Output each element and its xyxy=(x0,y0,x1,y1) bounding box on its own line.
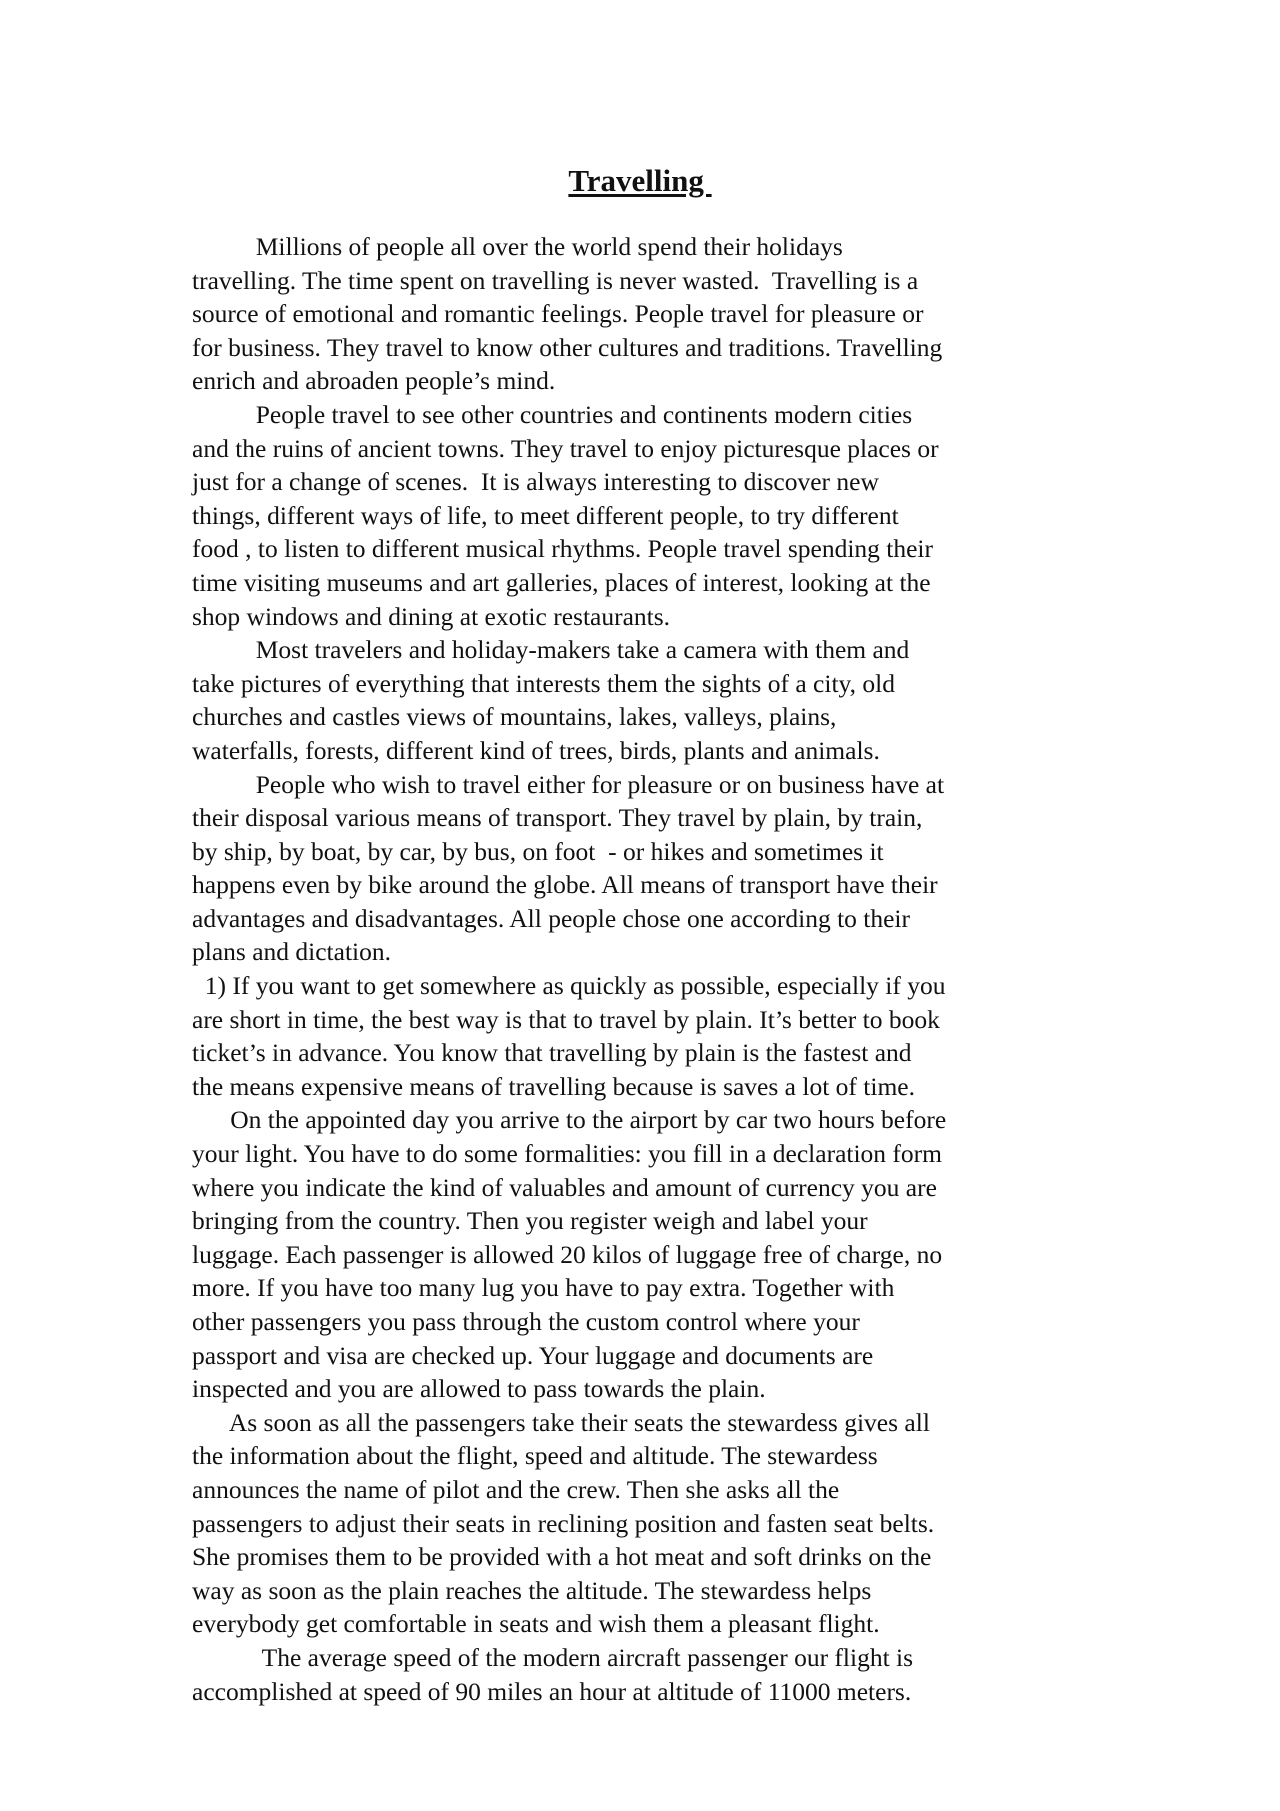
text-line: time visiting museums and art galleries, places of interest, looking at the xyxy=(192,567,931,597)
text-line: People travel to see other countries and continents modern cities xyxy=(192,399,913,429)
document-title: Travelling xyxy=(568,163,712,198)
text-line: 1) If you want to get somewhere as quickly as possible, especially if you xyxy=(192,971,946,1001)
text-line: bringing from the country. Then you register weigh and label your xyxy=(192,1206,868,1236)
text-line: your light. You have to do some formalities: you fill in a declaration form xyxy=(192,1139,942,1169)
text-line: ticket’s in advance. You know that travelling by plain is the fastest and xyxy=(192,1038,912,1068)
text-line: People who wish to travel either for pleasure or on business have at xyxy=(192,769,945,799)
text-line: travelling. The time spent on travelling is never wasted. Travelling is a xyxy=(192,265,919,295)
text-line: The average speed of the modern aircraft passenger our flight is xyxy=(192,1642,914,1672)
text-line: passengers to adjust their seats in reclining position and fasten seat belts. xyxy=(192,1508,935,1538)
text-line: churches and castles views of mountains, lakes, valleys, plains, xyxy=(192,702,837,732)
text-line: She promises them to be provided with a hot meat and soft drinks on the xyxy=(192,1542,932,1572)
text-line: enrich and abroaden people’s mind. xyxy=(192,366,556,396)
text-line: As soon as all the passengers take their seats the stewardess gives all xyxy=(192,1407,930,1437)
text-line: Millions of people all over the world spend their holidays xyxy=(192,232,843,261)
text-line: things, different ways of life, to meet different people, to try different xyxy=(192,500,899,530)
text-line: On the appointed day you arrive to the airport by car two hours before xyxy=(192,1105,947,1135)
text-line: everybody get comfortable in seats and wish them a pleasant flight. xyxy=(192,1609,880,1639)
text-line: by ship, by boat, by car, by bus, on foot - or hikes and sometimes it xyxy=(192,836,884,866)
text-line: shop windows and dining at exotic restaurants. xyxy=(192,601,671,631)
text-line: are short in time, the best way is that to travel by plain. It’s better to book xyxy=(192,1004,940,1034)
text-line: way as soon as the plain reaches the altitude. The stewardess helps xyxy=(192,1575,872,1605)
text-line: food , to listen to different musical rhythms. People travel spending their xyxy=(192,534,934,564)
text-line: advantages and disadvantages. All people chose one according to their xyxy=(192,903,911,933)
text-line: waterfalls, forests, different kind of trees, birds, plants and animals. xyxy=(192,735,880,765)
text-line: luggage. Each passenger is allowed 20 kilos of luggage free of charge, no xyxy=(192,1239,943,1269)
text-line: inspected and you are allowed to pass towards the plain. xyxy=(192,1374,766,1404)
text-line: and the ruins of ancient towns. They travel to enjoy picturesque places or xyxy=(192,433,939,463)
text-line: happens even by bike around the globe. All means of transport have their xyxy=(192,870,938,900)
text-line: passport and visa are checked up. Your luggage and documents are xyxy=(192,1340,874,1370)
text-line: plans and dictation. xyxy=(192,937,391,967)
text-line: source of emotional and romantic feelings. People travel for pleasure or xyxy=(192,299,924,329)
text-line: other passengers you pass through the custom control where your xyxy=(192,1307,860,1336)
document-body xyxy=(192,230,1092,1708)
text-line: where you indicate the kind of valuables and amount of currency you are xyxy=(192,1172,937,1202)
text-line: Most travelers and holiday-makers take a camera with them and xyxy=(192,635,910,665)
text-line: more. If you have too many lug you have to pay extra. Together with xyxy=(192,1273,895,1303)
text-line: their disposal various means of transport. They travel by plain, by train, xyxy=(192,803,923,833)
text-line: announces the name of pilot and the crew. Then she asks all the xyxy=(192,1474,840,1504)
text-line: the means expensive means of travelling because is saves a lot of time. xyxy=(192,1071,915,1101)
text-line: take pictures of everything that interests them the sights of a city, old xyxy=(192,668,895,698)
text-line: for business. They travel to know other cultures and traditions. Travelling xyxy=(192,332,943,362)
text-line: just for a change of scenes. It is always interesting to discover new xyxy=(192,467,879,497)
text-line: accomplished at speed of 90 miles an hour at altitude of 11000 meters. xyxy=(192,1676,912,1706)
text-line: the information about the flight, speed and altitude. The stewardess xyxy=(192,1441,878,1471)
